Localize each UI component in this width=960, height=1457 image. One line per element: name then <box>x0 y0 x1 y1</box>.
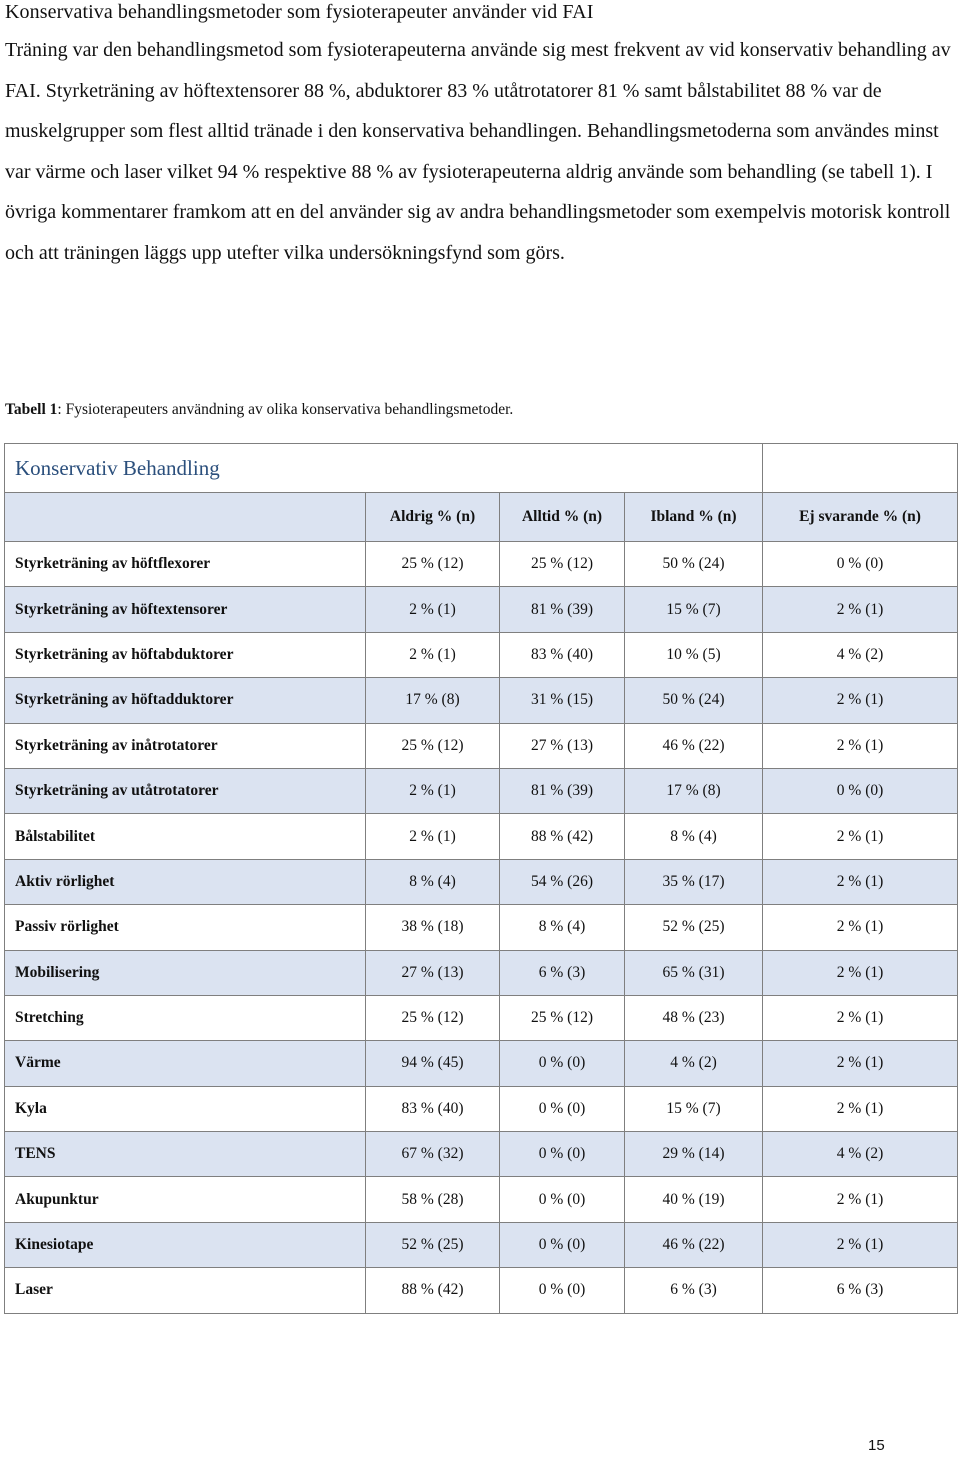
table-row <box>5 1222 958 1267</box>
aldrig-cell: 27 % (13) <box>366 950 500 995</box>
ibland-cell: 46 % (22) <box>625 723 763 768</box>
ibland-cell: 8 % (4) <box>625 814 763 859</box>
table-row <box>5 542 958 587</box>
alltid-cell: 27 % (13) <box>500 723 625 768</box>
aldrig-cell: 2 % (1) <box>366 587 500 632</box>
alltid-cell: 0 % (0) <box>500 1222 625 1267</box>
ej-svarande-cell: 2 % (1) <box>763 814 958 859</box>
method-name-cell: Passiv rörlighet <box>5 905 366 950</box>
ibland-cell: 29 % (14) <box>625 1132 763 1177</box>
table-row <box>5 995 958 1040</box>
method-name-cell: Aktiv rörlighet <box>5 859 366 904</box>
page-number: 15 <box>868 1437 885 1454</box>
alltid-cell: 6 % (3) <box>500 950 625 995</box>
ibland-cell: 4 % (2) <box>625 1041 763 1086</box>
method-name-cell: Styrketräning av höftabduktorer <box>5 632 366 677</box>
aldrig-cell: 58 % (28) <box>366 1177 500 1222</box>
alltid-cell: 0 % (0) <box>500 1177 625 1222</box>
alltid-cell: 0 % (0) <box>500 1086 625 1131</box>
ej-svarande-cell: 2 % (1) <box>763 723 958 768</box>
method-name-cell: Laser <box>5 1268 366 1313</box>
column-header-ej-svarande: Ej svarande % (n) <box>763 493 958 542</box>
aldrig-cell: 52 % (25) <box>366 1222 500 1267</box>
aldrig-cell: 2 % (1) <box>366 632 500 677</box>
method-name-cell: TENS <box>5 1132 366 1177</box>
ibland-cell: 15 % (7) <box>625 587 763 632</box>
method-name-cell: Styrketräning av utåtrotatorer <box>5 768 366 813</box>
ej-svarande-cell: 2 % (1) <box>763 1177 958 1222</box>
header-empty-cell <box>5 493 366 542</box>
treatment-methods-table <box>4 443 958 1314</box>
aldrig-cell: 25 % (12) <box>366 723 500 768</box>
alltid-cell: 81 % (39) <box>500 587 625 632</box>
ibland-cell: 17 % (8) <box>625 768 763 813</box>
table-header-row <box>5 493 958 542</box>
table-row <box>5 950 958 995</box>
method-name-cell: Kinesiotape <box>5 1222 366 1267</box>
alltid-cell: 25 % (12) <box>500 995 625 1040</box>
aldrig-cell: 38 % (18) <box>366 905 500 950</box>
alltid-cell: 0 % (0) <box>500 1041 625 1086</box>
table-row <box>5 723 958 768</box>
alltid-cell: 8 % (4) <box>500 905 625 950</box>
table-row <box>5 1086 958 1131</box>
alltid-cell: 31 % (15) <box>500 678 625 723</box>
alltid-cell: 54 % (26) <box>500 859 625 904</box>
ibland-cell: 10 % (5) <box>625 632 763 677</box>
ibland-cell: 65 % (31) <box>625 950 763 995</box>
method-name-cell: Akupunktur <box>5 1177 366 1222</box>
method-name-cell: Värme <box>5 1041 366 1086</box>
method-name-cell: Styrketräning av höftadduktorer <box>5 678 366 723</box>
table-row <box>5 587 958 632</box>
ej-svarande-cell: 2 % (1) <box>763 587 958 632</box>
ibland-cell: 35 % (17) <box>625 859 763 904</box>
method-name-cell: Styrketräning av inåtrotatorer <box>5 723 366 768</box>
aldrig-cell: 25 % (12) <box>366 542 500 587</box>
table-title-empty-cell <box>763 444 958 493</box>
ej-svarande-cell: 4 % (2) <box>763 1132 958 1177</box>
ibland-cell: 15 % (7) <box>625 1086 763 1131</box>
ej-svarande-cell: 6 % (3) <box>763 1268 958 1313</box>
ej-svarande-cell: 2 % (1) <box>763 1041 958 1086</box>
table-row <box>5 814 958 859</box>
ej-svarande-cell: 2 % (1) <box>763 1222 958 1267</box>
aldrig-cell: 88 % (42) <box>366 1268 500 1313</box>
ej-svarande-cell: 0 % (0) <box>763 768 958 813</box>
aldrig-cell: 94 % (45) <box>366 1041 500 1086</box>
column-header-ibland: Ibland % (n) <box>625 493 763 542</box>
aldrig-cell: 25 % (12) <box>366 995 500 1040</box>
table-row <box>5 905 958 950</box>
alltid-cell: 25 % (12) <box>500 542 625 587</box>
method-name-cell: Bålstabilitet <box>5 814 366 859</box>
table-row <box>5 768 958 813</box>
ej-svarande-cell: 2 % (1) <box>763 859 958 904</box>
ibland-cell: 52 % (25) <box>625 905 763 950</box>
method-name-cell: Mobilisering <box>5 950 366 995</box>
method-name-cell: Styrketräning av höftflexorer <box>5 542 366 587</box>
ej-svarande-cell: 2 % (1) <box>763 1086 958 1131</box>
method-name-cell: Styrketräning av höftextensorer <box>5 587 366 632</box>
method-name-cell: Kyla <box>5 1086 366 1131</box>
ej-svarande-cell: 2 % (1) <box>763 950 958 995</box>
ej-svarande-cell: 2 % (1) <box>763 905 958 950</box>
ej-svarande-cell: 0 % (0) <box>763 542 958 587</box>
ibland-cell: 50 % (24) <box>625 542 763 587</box>
alltid-cell: 83 % (40) <box>500 632 625 677</box>
ibland-cell: 46 % (22) <box>625 1222 763 1267</box>
table-row <box>5 632 958 677</box>
ibland-cell: 6 % (3) <box>625 1268 763 1313</box>
aldrig-cell: 67 % (32) <box>366 1132 500 1177</box>
column-header-aldrig: Aldrig % (n) <box>366 493 500 542</box>
aldrig-cell: 8 % (4) <box>366 859 500 904</box>
column-header-alltid: Alltid % (n) <box>500 493 625 542</box>
ej-svarande-cell: 4 % (2) <box>763 632 958 677</box>
ej-svarande-cell: 2 % (1) <box>763 995 958 1040</box>
aldrig-cell: 2 % (1) <box>366 768 500 813</box>
alltid-cell: 81 % (39) <box>500 768 625 813</box>
table-caption-text: : Fysioterapeuters användning av olika konservativa behandlingsmetoder. <box>57 401 514 418</box>
table-row <box>5 1177 958 1222</box>
table-caption-label: Tabell 1 <box>5 401 58 418</box>
ibland-cell: 48 % (23) <box>625 995 763 1040</box>
alltid-cell: 0 % (0) <box>500 1132 625 1177</box>
table-row <box>5 1132 958 1177</box>
table-title: Konservativ Behandling <box>5 444 763 493</box>
ibland-cell: 50 % (24) <box>625 678 763 723</box>
aldrig-cell: 83 % (40) <box>366 1086 500 1131</box>
table-row <box>5 1268 958 1313</box>
table-title-row <box>5 444 958 493</box>
table-row <box>5 678 958 723</box>
table-caption <box>5 400 513 420</box>
alltid-cell: 88 % (42) <box>500 814 625 859</box>
section-heading: Konservativa behandlingsmetoder som fysioterapeuter använder vid FAI <box>5 1 594 23</box>
body-paragraph: Träning var den behandlingsmetod som fysioterapeuterna använde sig mest frekvent av vid konservativ behandling av FAI. Styrketräning av höftextensorer 88 %, abduktorer 83 % utåtrotatorer 81 % samt bålstabilitet 88 % var de muskelgrupper som flest alltid tränade i den konservativa behandlingen. Behandlingsmetoderna som användes minst var värme och laser vilket 94 % respektive 88 % av fysioterapeuterna aldrig använde som behandling (se tabell 1). I övriga kommentarer framkom att en del använder sig av andra behandlingsmetoder som exempelvis motorisk kontroll och att träningen läggs upp utefter vilka undersökningsfynd som görs. <box>5 39 951 264</box>
method-name-cell: Stretching <box>5 995 366 1040</box>
table-row <box>5 1041 958 1086</box>
ej-svarande-cell: 2 % (1) <box>763 678 958 723</box>
table-row <box>5 859 958 904</box>
aldrig-cell: 17 % (8) <box>366 678 500 723</box>
alltid-cell: 0 % (0) <box>500 1268 625 1313</box>
aldrig-cell: 2 % (1) <box>366 814 500 859</box>
ibland-cell: 40 % (19) <box>625 1177 763 1222</box>
